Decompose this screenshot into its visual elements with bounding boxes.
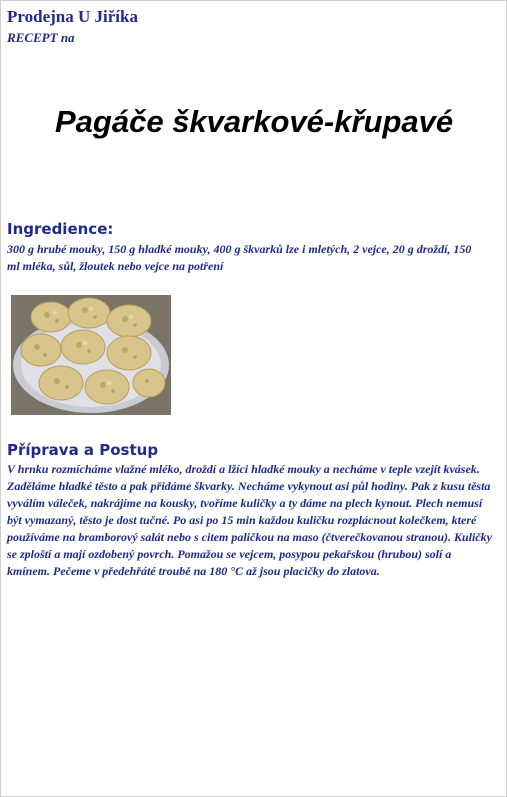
preparation-heading: Příprava a Postup	[7, 441, 159, 459]
recipe-title: Pagáče škvarkové-křupavé	[55, 104, 454, 139]
pagace-photo-icon	[11, 295, 171, 415]
recipe-label: RECEPT na	[7, 30, 75, 45]
preparation-text: V hrnku rozmícháme vlažné mléko, droždí a lžíci hladké mouky a necháme v teple vzejít kvásek. Zaděláme hladké těsto a pak přidáme škvarky. Necháme vykynout asi půl hodiny. Pak z kusu těsta vyválím váleček, nakrájíme na kousky, tvoříme kuličky a ty dáme na plech kynout. Plech nemusí být vymazaný, těsto je dost tučné. Po asi po 15 min každou kuličku rozplácnout kolečkem, které používáme na bramborový salát nebo s citem paličkou na maso (čtverečkovanou stranou). Kuličky se zploští a mají ozdobený povrch. Pomažou se vejcem, posypou pekařskou (hrubou) solí a kmínem. Pečeme v předehřáté troubě na 180 °C až jsou placičky do zlatova.	[7, 462, 492, 578]
pagace-photo	[11, 295, 171, 415]
shop-name: Prodejna U Jiříka	[7, 7, 138, 26]
ingredients-text: 300 g hrubé mouky, 150 g hladké mouky, 400 g škvarků lze i mletých, 2 vejce, 20 g droždí, 150 ml mléka, sůl, žloutek nebo vejce na potření	[7, 242, 472, 273]
ingredients-heading: Ingredience:	[7, 220, 114, 238]
